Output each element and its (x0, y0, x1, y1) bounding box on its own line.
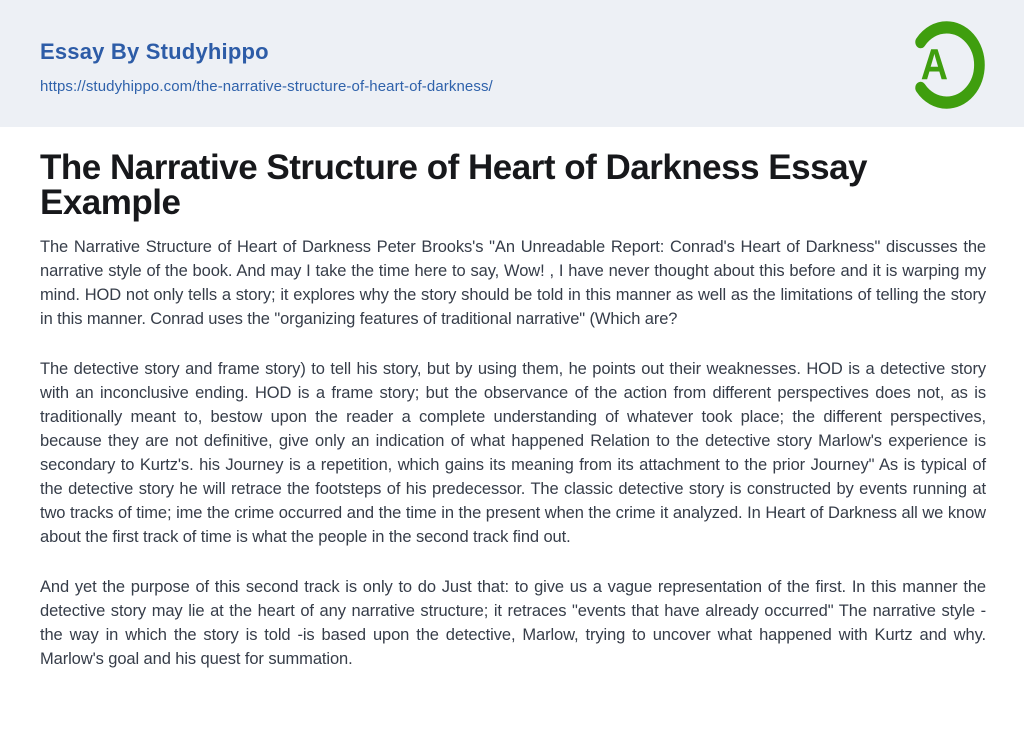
site-title: Essay By Studyhippo (40, 38, 269, 64)
article-paragraph-3: And yet the purpose of this second track is only to do Just that: to give us a vague representation of the first. In this manner the detective story may lie at the heart of any narrative structure; it retraces "events that have already occurred" The narrative style - the way in which the story is told -is based upon the detective, Marlow, trying to uncover what happened with Kurtz and why. Marlow's goal and his quest for summation. (40, 578, 986, 668)
studyhippo-logo-icon (904, 18, 986, 112)
article-paragraph-1: The Narrative Structure of Heart of Darkness Peter Brooks's "An Unreadable Report: Conrad's Heart of Darkness" discusses the narrative style of the book. And may I take the time here to say, Wow! , I have never thought about this before and it is warping my mind. HOD not only tells a story; it explores why the story should be told in this manner as well as the limitations of telling the story in this manner. Conrad uses the "organizing features of traditional narrative" (Which are? (40, 238, 986, 328)
article-paragraph-2: The detective story and frame story) to tell his story, but by using them, he points out their weaknesses. HOD is a detective story with an inconclusive ending. HOD is a frame story; but the observance of the action from different perspectives does not, as is traditionally meant to, bestow upon the reader a complete understanding of whatever took place; the different perspectives, because they are not definitive, give only an indication of what happened Relation to the detective story Marlow's experience is secondary to Kurtz's. his Journey is a repetition, which gains its meaning from its attachment to the prior Journey" As is typical of the detective story he will retrace the footsteps of his predecessor. The classic detective story is constructed by events running at two tracks of time; ime the crime occurred and the time in the present when the crime it analyzed. In Heart of Darkness all we know about the first track of time is what the people in the second track find out. (40, 360, 986, 546)
article-title: The Narrative Structure of Heart of Darkness Essay Example (40, 148, 867, 222)
page-header (0, 0, 1024, 127)
header-text-block (40, 33, 493, 95)
article-content (0, 127, 1024, 671)
page-url-link[interactable]: https://studyhippo.com/the-narrative-structure-of-heart-of-darkness/ (40, 77, 493, 95)
logo-letter: A (920, 39, 948, 89)
